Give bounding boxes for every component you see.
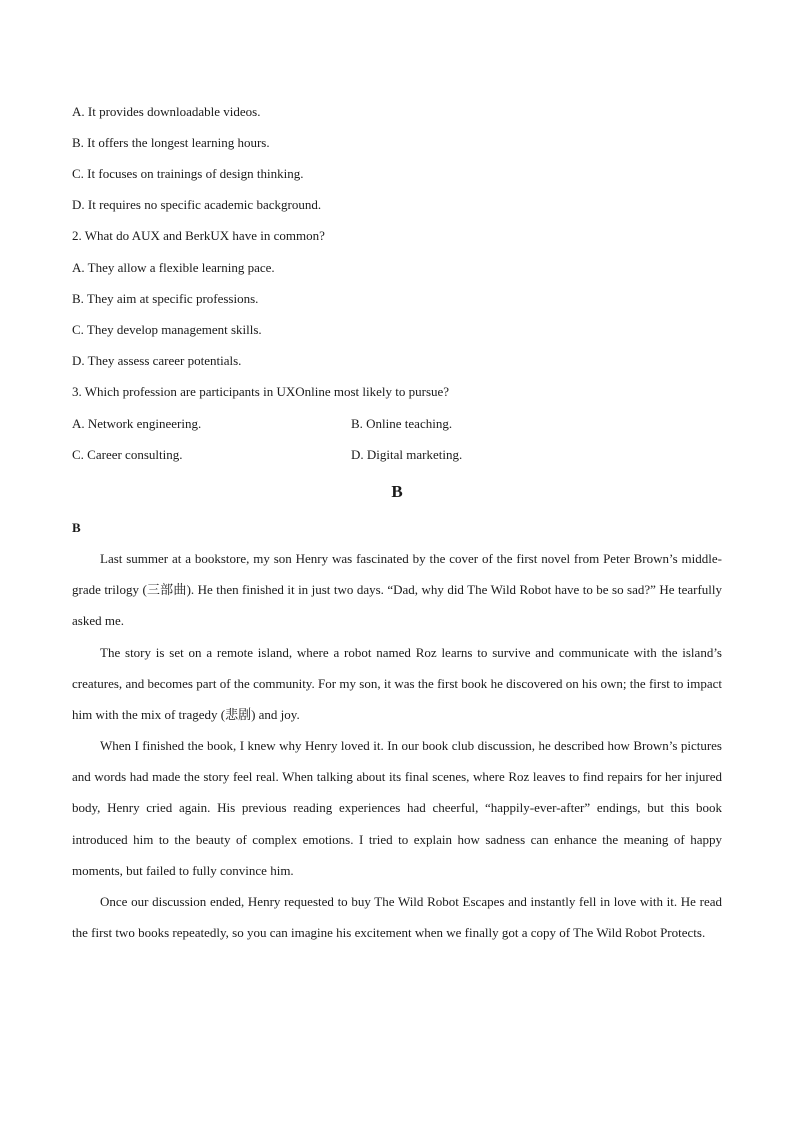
section-heading: B — [391, 482, 403, 501]
q1-option-a: A. It provides downloadable videos. — [72, 104, 261, 119]
q1-option-c: C. It focuses on trainings of design thinking. — [72, 166, 304, 181]
q2-option-d: D. They assess career potentials. — [72, 353, 242, 368]
q3-option-d: D. Digital marketing. — [351, 447, 463, 462]
q1-option-b: B. It offers the longest learning hours. — [72, 135, 270, 150]
q3-stem: 3. Which profession are participants in UXOnline most likely to pursue? — [72, 384, 450, 399]
passage-paragraph: The story is set on a remote island, where a robot named Roz learns to survive and communicate with the island’s creatures, and becomes part of the community. For my son, it was the first book he discovered on his own; the first to impact him with the mix of tragedy (悲剧) and joy. — [72, 645, 722, 723]
q2-option-b: B. They aim at specific professions. — [72, 291, 259, 306]
q1-option-d: D. It requires no specific academic background. — [72, 197, 322, 212]
q2-stem: 2. What do AUX and BerkUX have in common? — [72, 228, 325, 243]
passage-paragraph: Once our discussion ended, Henry requested to buy The Wild Robot Escapes and instantly fell in love with it. He read the first two books repeatedly, so you can imagine his excitement when we finally got a copy of The Wild Robot Protects. — [72, 894, 722, 941]
q3-option-b: B. Online teaching. — [351, 416, 453, 431]
passage-paragraph: Last summer at a bookstore, my son Henry was fascinated by the cover of the first novel from Peter Brown’s middle-grade trilogy (三部曲). He then finished it in just two days. “Dad, why did The Wild Robot have to be so sad?” He tearfully asked me. — [72, 551, 722, 629]
q2-option-c: C. They develop management skills. — [72, 322, 262, 337]
passage-paragraph: When I finished the book, I knew why Henry loved it. In our book club discussion, he described how Brown’s pictures and words had made the story feel real. When talking about its final scenes, where Roz leaves to find repairs for her injured body, Henry cried again. His previous reading experiences had cheerful, “happily-ever-after” endings, but this book introduced him to the beauty of complex emotions. I tried to explain how sadness can enhance the meaning of happy moments, but failed to fully convince him. — [72, 738, 722, 878]
q3-option-c: C. Career consulting. — [72, 447, 183, 462]
q3-option-a: A. Network engineering. — [72, 416, 202, 431]
q2-option-a: A. They allow a flexible learning pace. — [72, 260, 275, 275]
passage-label: B — [72, 520, 81, 535]
